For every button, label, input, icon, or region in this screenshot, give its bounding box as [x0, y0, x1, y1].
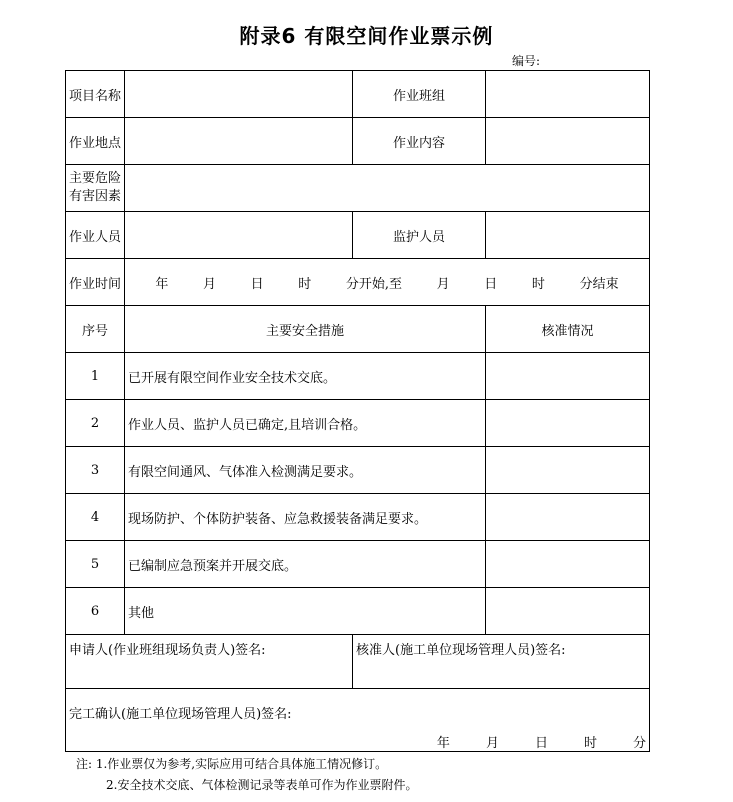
- work-location-field[interactable]: [125, 118, 353, 165]
- measure-index: 2: [66, 400, 125, 447]
- measure-index: 3: [66, 447, 125, 494]
- row-location: [66, 118, 650, 165]
- work-content-label: 作业内容: [353, 118, 486, 165]
- completion-date-part: 年: [436, 736, 450, 751]
- time-part: 月: [436, 276, 450, 292]
- notes: [76, 754, 417, 796]
- applicant-signature[interactable]: 申请人(作业班组现场负责人)签名:: [66, 635, 353, 689]
- work-team-label: 作业班组: [353, 71, 486, 118]
- measure-text: 已编制应急预案并开展交底。: [125, 541, 486, 588]
- completion-date-part: 日: [534, 736, 548, 751]
- work-time-parts: [128, 273, 646, 292]
- work-time-field[interactable]: [125, 259, 650, 306]
- approval-field[interactable]: [486, 400, 650, 447]
- time-part: 时: [298, 276, 312, 292]
- project-name-field[interactable]: [125, 71, 353, 118]
- work-permit-table: [65, 70, 650, 752]
- time-part: 分结束: [579, 276, 619, 292]
- time-part: 年: [155, 276, 169, 292]
- measure-index: 1: [66, 353, 125, 400]
- document-title: 附录6 有限空间作业票示例: [239, 24, 494, 48]
- measure-text: 已开展有限空间作业安全技术交底。: [125, 353, 486, 400]
- measure-text: 其他: [125, 588, 486, 635]
- workers-label: 作业人员: [66, 212, 125, 259]
- supervisor-field[interactable]: [486, 212, 650, 259]
- measures-header: 主要安全措施: [125, 306, 486, 353]
- hazard-label: [66, 165, 125, 212]
- approval-field[interactable]: [486, 541, 650, 588]
- table-row: [66, 400, 650, 447]
- approval-field[interactable]: [486, 447, 650, 494]
- table-row: [66, 353, 650, 400]
- measure-text: 现场防护、个体防护装备、应急救援装备满足要求。: [125, 494, 486, 541]
- time-part: 分开始,至: [345, 276, 403, 292]
- completion-signature[interactable]: [66, 689, 650, 752]
- measure-index: 6: [66, 588, 125, 635]
- row-time: [66, 259, 650, 306]
- supervisor-label: 监护人员: [353, 212, 486, 259]
- row-personnel: [66, 212, 650, 259]
- note-1: 注: 1.作业票仅为参考,实际应用可结合具体施工情况修订。: [76, 757, 388, 771]
- row-hazards: [66, 165, 650, 212]
- work-content-field[interactable]: [486, 118, 650, 165]
- completion-date: [69, 732, 646, 751]
- work-location-label: 作业地点: [66, 118, 125, 165]
- completion-date-part: 月: [485, 736, 499, 751]
- approver-signature[interactable]: 核准人(施工单位现场管理人员)签名:: [353, 635, 650, 689]
- approval-header: 核准情况: [486, 306, 650, 353]
- row-project: [66, 71, 650, 118]
- completion-label: 完工确认(施工单位现场管理人员)签名:: [69, 707, 292, 722]
- work-team-field[interactable]: [486, 71, 650, 118]
- work-time-label: 作业时间: [66, 259, 125, 306]
- measure-text: 有限空间通风、气体准入检测满足要求。: [125, 447, 486, 494]
- approval-field[interactable]: [486, 353, 650, 400]
- table-row: [66, 494, 650, 541]
- hazard-field[interactable]: [125, 165, 650, 212]
- measure-index: 5: [66, 541, 125, 588]
- project-name-label: 项目名称: [66, 71, 125, 118]
- measure-index: 4: [66, 494, 125, 541]
- hazard-label-line1: 主要危险: [69, 171, 122, 186]
- time-part: 日: [484, 276, 498, 292]
- completion-date-part: 分: [632, 736, 646, 751]
- note-2: 2.安全技术交底、气体检测记录等表单可作为作业票附件。: [106, 778, 418, 792]
- row-completion: [66, 689, 650, 752]
- serial-number-label: 编号:: [512, 54, 541, 68]
- approval-field[interactable]: [486, 588, 650, 635]
- table-row: [66, 447, 650, 494]
- row-signatures: [66, 635, 650, 689]
- time-part: 日: [250, 276, 264, 292]
- table-row: [66, 588, 650, 635]
- table-row: [66, 541, 650, 588]
- workers-field[interactable]: [125, 212, 353, 259]
- time-part: 月: [202, 276, 216, 292]
- time-part: 时: [531, 276, 545, 292]
- measure-text: 作业人员、监护人员已确定,且培训合格。: [125, 400, 486, 447]
- row-measures-header: [66, 306, 650, 353]
- completion-date-part: 时: [583, 736, 597, 751]
- hazard-label-line2: 有害因素: [69, 189, 122, 204]
- index-header: 序号: [66, 306, 125, 353]
- approval-field[interactable]: [486, 494, 650, 541]
